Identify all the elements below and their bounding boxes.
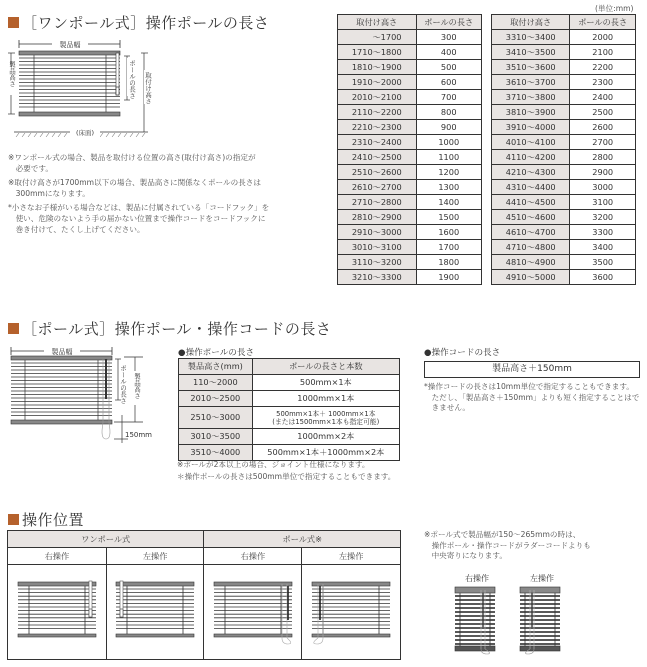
col-header: ポールの長さ — [416, 15, 482, 30]
table-row — [338, 270, 482, 285]
bottom-rail — [116, 634, 194, 637]
table-row — [338, 60, 482, 75]
pole-length-cell: 3500 — [570, 255, 636, 270]
blind-pole-right — [204, 565, 302, 660]
note-line: ※ワンポール式の場合、製品を取付ける位置の高さ(取付け高さ)の指定が — [8, 153, 256, 162]
pole-length-cell: 1800 — [416, 255, 482, 270]
pole-length-heading: ●操作ポールの長さ — [178, 348, 255, 358]
table-row — [492, 195, 636, 210]
cord-extra-label: 150mm — [125, 431, 152, 439]
table-row — [179, 391, 400, 407]
pole-length-cell: 1900 — [416, 270, 482, 285]
bottom-rail — [455, 646, 495, 651]
table-row — [179, 375, 400, 391]
pole-length-cell: 1200 — [416, 165, 482, 180]
section-heading-one-pole — [8, 12, 269, 33]
head-rail — [520, 587, 560, 593]
pole-length-cell: 1400 — [416, 195, 482, 210]
mount-height-cell: 1810～1900 — [338, 60, 417, 75]
small-label-right: 右操作 — [465, 574, 489, 583]
bottom-rail — [214, 634, 292, 637]
pole-length-cell: 2500 — [570, 105, 636, 120]
mount-height-cell: 4810～4900 — [492, 255, 570, 270]
mount-height-cell: 4910～5000 — [492, 270, 570, 285]
slats — [19, 55, 120, 113]
table-row — [338, 150, 482, 165]
note-line: 使い、危険のないよう手の届かない位置まで操作コードをコードフックに — [8, 214, 266, 223]
blind-illustration — [16, 576, 98, 646]
table-row — [338, 45, 482, 60]
pole-length-cell: 2200 — [570, 60, 636, 75]
table-row — [492, 105, 636, 120]
table-row — [338, 210, 482, 225]
width-label: 製品幅 — [59, 41, 81, 49]
mount-height-cell: 3010～3100 — [338, 240, 417, 255]
mount-height-cell: 1710～1800 — [338, 45, 417, 60]
mount-height-cell: 4010～4100 — [492, 135, 570, 150]
bottom-rail — [520, 646, 560, 651]
pole-spec-cell: 1000mm×2本 — [252, 429, 399, 445]
table-row — [492, 150, 636, 165]
cord-length-heading: ●操作コードの長さ — [424, 348, 501, 358]
one-pole-diagram — [8, 38, 158, 140]
note-line: ＊操作ポールの長さは500mm単位で指定することもできます。 — [177, 472, 396, 481]
pole-length-cell: 2800 — [570, 150, 636, 165]
mount-height-cell: 2510～2600 — [338, 165, 417, 180]
table-row — [338, 225, 482, 240]
mount-height-cell: 2810～2900 — [338, 210, 417, 225]
mount-height-cell: 4110～4200 — [492, 150, 570, 165]
note-line: 巻き付けて、たくし上げてください。 — [8, 225, 145, 234]
label-left-op: 左操作 — [302, 548, 401, 565]
pole-length-cell: 400 — [416, 45, 482, 60]
table-row — [338, 180, 482, 195]
cord-loop — [282, 638, 291, 644]
section-title: 操作位置 — [22, 511, 85, 529]
blind-pole-left — [302, 565, 401, 660]
pole-length-cell: 3400 — [570, 240, 636, 255]
head-rail — [312, 582, 390, 586]
blind-illustration — [310, 576, 392, 646]
pole-spec-cell — [252, 407, 399, 429]
pole-length-cell: 2600 — [570, 120, 636, 135]
blind-one-pole-right — [8, 565, 107, 660]
table-row — [338, 75, 482, 90]
pole-length-cell: 900 — [416, 120, 482, 135]
table-row — [338, 90, 482, 105]
label-right-op: 右操作 — [8, 548, 107, 565]
mount-height-cell: 2610～2700 — [338, 180, 417, 195]
note-line: *小さなお子様がいる場合などは、製品に付属されている「コードフック」を — [8, 203, 270, 212]
table-row — [338, 120, 482, 135]
cord-loop — [314, 638, 323, 644]
mount-height-label: 取付け高さ — [144, 72, 152, 105]
blind-illustration — [114, 576, 196, 646]
head-rail — [455, 587, 495, 593]
section-title: ［ワンポール式］操作ポールの長さ — [22, 14, 270, 32]
pole-length-cell: 1700 — [416, 240, 482, 255]
pole-handle — [89, 609, 92, 617]
table-row — [338, 195, 482, 210]
table-row — [492, 210, 636, 225]
mount-height-cell: 3410～3500 — [492, 45, 570, 60]
pole-length-table-right — [491, 14, 636, 285]
head-rail — [18, 582, 96, 586]
small-label-left: 左操作 — [530, 574, 554, 583]
mount-height-cell: 2710～2800 — [338, 195, 417, 210]
pole-length-cell: 2300 — [570, 75, 636, 90]
pole-length-cell: 800 — [416, 105, 482, 120]
note-line: ※取付け高さが1700mm以下の場合、製品高さに関係なくポールの長さは — [8, 178, 261, 187]
unit-label: (単位:mm) — [595, 4, 634, 13]
operation-position-table — [7, 530, 401, 660]
floor-label: (床面) — [75, 129, 95, 137]
mount-height-cell: 4410～4500 — [492, 195, 570, 210]
pole-length-cell: 1100 — [416, 150, 482, 165]
note-line: 中央寄りになります。 — [424, 551, 507, 560]
pole-length-cell: 1300 — [416, 180, 482, 195]
group-pole: ポール式※ — [204, 531, 401, 548]
table-row — [492, 75, 636, 90]
note-line: 300mmになります。 — [8, 189, 90, 198]
pole-length-cell: 1500 — [416, 210, 482, 225]
mount-height-cell: 4310～4400 — [492, 180, 570, 195]
heading-square-icon — [8, 323, 19, 334]
note-line: ※ポール式で製品幅が150～265mmの時は、 — [424, 530, 581, 539]
note-line: *操作コードの長さは10mm単位で指定することもできます。 — [424, 382, 634, 391]
pole-length-cell: 3000 — [570, 180, 636, 195]
mount-height-cell: 3710～3800 — [492, 90, 570, 105]
pole-handle — [120, 609, 123, 617]
pole-spec-cell: 1000mm×1本 — [252, 391, 399, 407]
table-row — [492, 30, 636, 45]
label-right-op: 右操作 — [204, 548, 302, 565]
product-height-cell: 2510～3000 — [179, 407, 253, 429]
pole-length-cell: 2700 — [570, 135, 636, 150]
table-row — [492, 270, 636, 285]
pole-length-cell: 1000 — [416, 135, 482, 150]
table-row — [179, 407, 400, 429]
pole-spec-main: 500mm×1本＋ 1000mm×1本 — [276, 409, 376, 418]
pole-length-cell: 300 — [416, 30, 482, 45]
bottom-rail — [312, 634, 390, 637]
mount-height-cell: ～1700 — [338, 30, 417, 45]
cord-notes — [424, 382, 639, 414]
pole-notes — [177, 459, 395, 483]
product-height-cell: 110～2000 — [179, 375, 253, 391]
note-line: ※ポールが2本以上の場合、ジョイント仕様になります。 — [177, 460, 370, 469]
mount-height-cell: 4610～4700 — [492, 225, 570, 240]
col-header: 取付け高さ — [338, 15, 417, 30]
pole-diagram — [8, 345, 158, 445]
section-heading-pole — [8, 318, 331, 339]
pole-length-cell: 2900 — [570, 165, 636, 180]
slats — [11, 360, 112, 421]
table-row — [492, 90, 636, 105]
mount-height-cell: 2310～2400 — [338, 135, 417, 150]
pole-length-table-left — [337, 14, 482, 285]
pole-spec-cell: 500mm×1本 — [252, 375, 399, 391]
group-one-pole: ワンポール式 — [8, 531, 204, 548]
pole-length-cell: 700 — [416, 90, 482, 105]
blind-illustration — [212, 576, 294, 646]
pole-length-cell: 1600 — [416, 225, 482, 240]
pole-length-cell: 600 — [416, 75, 482, 90]
label-left-op: 左操作 — [106, 548, 204, 565]
mount-height-cell: 4710～4800 — [492, 240, 570, 255]
mount-height-cell: 3810～3900 — [492, 105, 570, 120]
heading-square-icon — [8, 17, 19, 28]
pole-spec-sub: (または1500mm×1本も指定可能) — [272, 417, 380, 426]
mount-height-cell: 3210～3300 — [338, 270, 417, 285]
mount-height-cell: 3510～3600 — [492, 60, 570, 75]
one-pole-notes — [8, 152, 269, 235]
mount-height-cell: 3310～3400 — [492, 30, 570, 45]
pole-length-cell: 3300 — [570, 225, 636, 240]
mount-height-cell: 4210～4300 — [492, 165, 570, 180]
mount-height-cell: 2110～2200 — [338, 105, 417, 120]
mount-height-cell: 1910～2000 — [338, 75, 417, 90]
pole-length-cell: 500 — [416, 60, 482, 75]
mount-height-cell: 3910～4000 — [492, 120, 570, 135]
pole-length-cell: 2000 — [570, 30, 636, 45]
table-row — [492, 255, 636, 270]
col-header: ポールの長さ — [570, 15, 636, 30]
table-row — [338, 135, 482, 150]
mount-height-cell: 3610～3700 — [492, 75, 570, 90]
pole-length-cell: 2100 — [570, 45, 636, 60]
product-height-cell: 3510～4000 — [179, 445, 253, 461]
table-row — [338, 240, 482, 255]
table-row — [338, 30, 482, 45]
head-rail — [214, 582, 292, 586]
pole-length-cell: 3200 — [570, 210, 636, 225]
note-line: 操作ポール・操作コードがラダーコードよりも — [424, 540, 591, 550]
pole-length-cell: 3600 — [570, 270, 636, 285]
pole-spec-cell: 500mm×1本＋1000mm×2本 — [252, 445, 399, 461]
note-line: ただし、「製品高さ＋150mm」よりも短く指定することはで — [424, 392, 640, 402]
table-row — [338, 105, 482, 120]
narrow-width-note — [424, 530, 591, 562]
width-label: 製品幅 — [51, 348, 73, 356]
pole-length-label: ポールの長さ — [128, 60, 136, 99]
head-rail — [116, 582, 194, 586]
col-header: 取付け高さ — [492, 15, 570, 30]
mount-height-cell: 2910～3000 — [338, 225, 417, 240]
pole-count-table — [178, 358, 400, 461]
bottom-rail — [18, 634, 96, 637]
pole-length-cell: 2400 — [570, 90, 636, 105]
note-line: きません。 — [424, 403, 471, 412]
table-row — [492, 45, 636, 60]
mount-height-cell: 4510～4600 — [492, 210, 570, 225]
mount-height-cell: 2010～2100 — [338, 90, 417, 105]
table-row — [492, 240, 636, 255]
mount-height-cell: 2410～2500 — [338, 150, 417, 165]
height-label: 製品高さ — [133, 373, 141, 399]
table-row — [338, 255, 482, 270]
product-height-cell: 2010～2500 — [179, 391, 253, 407]
height-label: 製品高さ — [8, 61, 16, 87]
col-header: 製品高さ(mm) — [179, 359, 253, 375]
table-row — [492, 135, 636, 150]
section-title: ［ポール式］操作ポール・操作コードの長さ — [22, 320, 332, 338]
product-height-cell: 3010～3500 — [179, 429, 253, 445]
table-row — [338, 165, 482, 180]
note-line: 必要です。 — [8, 164, 53, 173]
cord-length-value: 製品高さ＋150mm — [424, 361, 640, 378]
table-row — [492, 165, 636, 180]
blind-one-pole-left — [106, 565, 204, 660]
col-header: ポールの長さと本数 — [252, 359, 399, 375]
table-row — [492, 60, 636, 75]
heading-square-icon — [8, 514, 19, 525]
pole-length-label: ポールの長さ — [119, 365, 127, 404]
narrow-blind-right — [453, 585, 503, 655]
table-row — [492, 180, 636, 195]
narrow-blind-left — [518, 585, 568, 655]
pole-length-cell: 3100 — [570, 195, 636, 210]
table-row — [179, 429, 400, 445]
table-row — [492, 120, 636, 135]
mount-height-cell: 2210～2300 — [338, 120, 417, 135]
section-heading-operation — [8, 509, 84, 530]
mount-height-cell: 3110～3200 — [338, 255, 417, 270]
table-row — [492, 225, 636, 240]
